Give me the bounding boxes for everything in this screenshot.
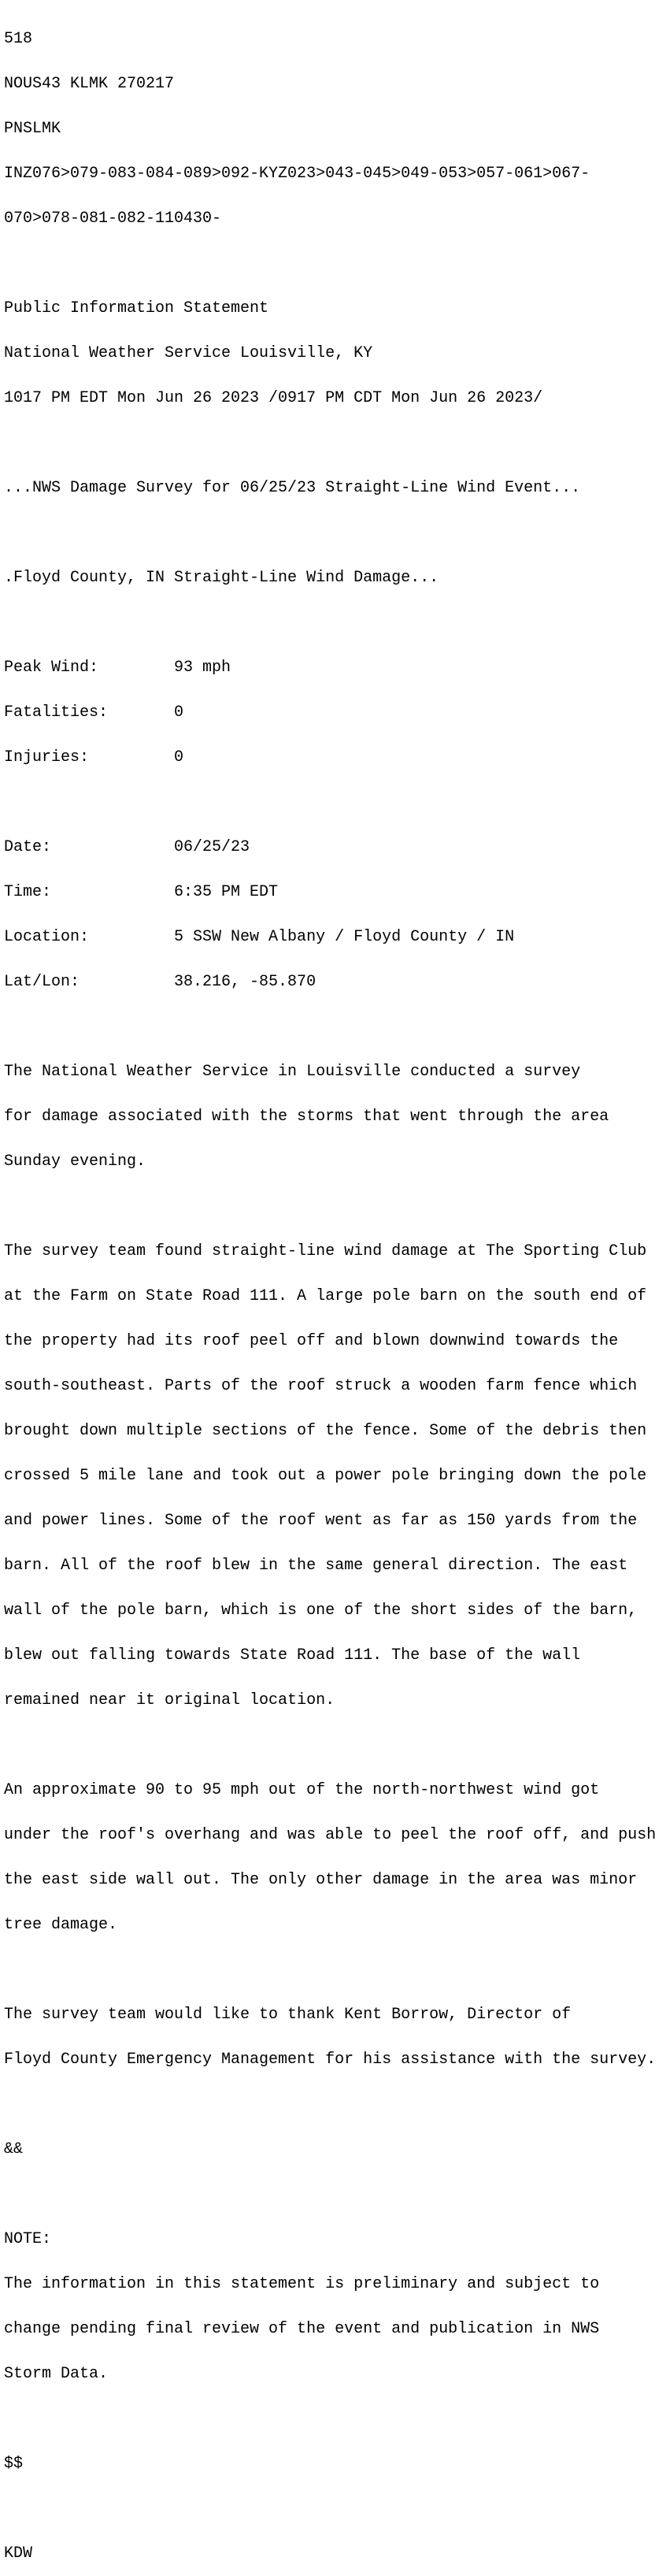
injuries-row: Injuries: 0 (4, 748, 184, 766)
note-heading: NOTE: (4, 2230, 52, 2248)
paragraph-findings-line: barn. All of the roof blew in the same general direction. The east (4, 1557, 628, 1575)
paragraph-wind-line: An approximate 90 to 95 mph out of the north-northwest wind got (4, 1781, 600, 1799)
blank-line (4, 1738, 656, 1753)
issuance-time: 1017 PM EDT Mon Jun 26 2023 /0917 PM CDT Mon Jun 26 2023/ (4, 389, 543, 407)
blank-line (4, 436, 656, 451)
paragraph-wind-line: the east side wall out. The only other damage in the area was minor (4, 1871, 638, 1889)
paragraph-findings-line: blew out falling towards State Road 111. The base of the wall (4, 1646, 581, 1665)
paragraph-thanks-line: Floyd County Emergency Management for his assistance with the survey. (4, 2051, 657, 2069)
awips-id-line: PNSLMK (4, 120, 61, 138)
note-text-line: Storm Data. (4, 2365, 109, 2383)
paragraph-intro-line: The National Weather Service in Louisville conducted a survey (4, 1063, 581, 1081)
paragraph-thanks-line: The survey team would like to thank Kent Borrow, Director of (4, 2006, 572, 2024)
paragraph-intro-line: for damage associated with the storms that went through the area (4, 1108, 609, 1126)
blank-line (4, 525, 656, 540)
paragraph-intro-line: Sunday evening. (4, 1153, 146, 1171)
survey-headline: ...NWS Damage Survey for 06/25/23 Straight-Line Wind Event... (4, 479, 581, 497)
peak-wind-row: Peak Wind: 93 mph (4, 659, 231, 677)
blank-line (4, 256, 656, 271)
issuing-office: National Weather Service Louisville, KY (4, 344, 373, 362)
paragraph-findings-line: The survey team found straight-line wind damage at The Sporting Club (4, 1242, 647, 1260)
blank-line (4, 1019, 656, 1034)
paragraph-findings-line: at the Farm on State Road 111. A large pole barn on the south end of (4, 1287, 647, 1305)
note-text-line: change pending final review of the event and publication in NWS (4, 2320, 600, 2338)
blank-line (4, 2187, 656, 2202)
ugc-zones-line-1: INZ076>079-083-084-089>092-KYZ023>043-045>049-053>057-061>067- (4, 165, 591, 183)
paragraph-findings-line: crossed 5 mile lane and took out a power pole bringing down the pole (4, 1467, 647, 1485)
paragraph-wind-line: tree damage. (4, 1916, 118, 1934)
paragraph-findings-line: brought down multiple sections of the fence. Some of the debris then (4, 1422, 647, 1440)
time-row: Time: 6:35 PM EDT (4, 883, 279, 901)
blank-line (4, 2097, 656, 2112)
blank-line (4, 615, 656, 630)
product-title: Public Information Statement (4, 299, 269, 317)
product-id-line: 518 (4, 30, 33, 48)
event-section-heading: .Floyd County, IN Straight-Line Wind Damage... (4, 569, 439, 587)
blank-line (4, 2501, 656, 2516)
paragraph-findings-line: south-southeast. Parts of the roof struck a wooden farm fence which (4, 1377, 638, 1395)
blank-line (4, 1199, 656, 1214)
blank-line (4, 2411, 656, 2426)
section-delimiter: && (4, 2140, 24, 2158)
paragraph-wind-line: under the roof's overhang and was able to peel the roof off, and push (4, 1826, 657, 1844)
blank-line (4, 795, 656, 810)
lat-lon-row: Lat/Lon: 38.216, -85.870 (4, 973, 317, 991)
forecaster-initials: KDW (4, 2544, 33, 2563)
wmo-header-line: NOUS43 KLMK 270217 (4, 75, 175, 93)
location-row: Location: 5 SSW New Albany / Floyd County / IN (4, 928, 515, 946)
paragraph-findings-line: wall of the pole barn, which is one of the short sides of the barn, (4, 1602, 638, 1620)
note-text-line: The information in this statement is preliminary and subject to (4, 2275, 600, 2293)
ugc-zones-line-2: 070>078-081-082-110430- (4, 210, 222, 228)
date-row: Date: 06/25/23 (4, 838, 250, 856)
product-end-marker: $$ (4, 2455, 24, 2473)
paragraph-findings-line: remained near it original location. (4, 1691, 335, 1709)
paragraph-findings-line: the property had its roof peel off and blown downwind towards the (4, 1332, 619, 1350)
paragraph-findings-line: and power lines. Some of the roof went as far as 150 yards from the (4, 1512, 638, 1530)
fatalities-row: Fatalities: 0 (4, 703, 184, 722)
blank-line (4, 1962, 656, 1977)
public-information-statement (4, 2, 656, 2576)
